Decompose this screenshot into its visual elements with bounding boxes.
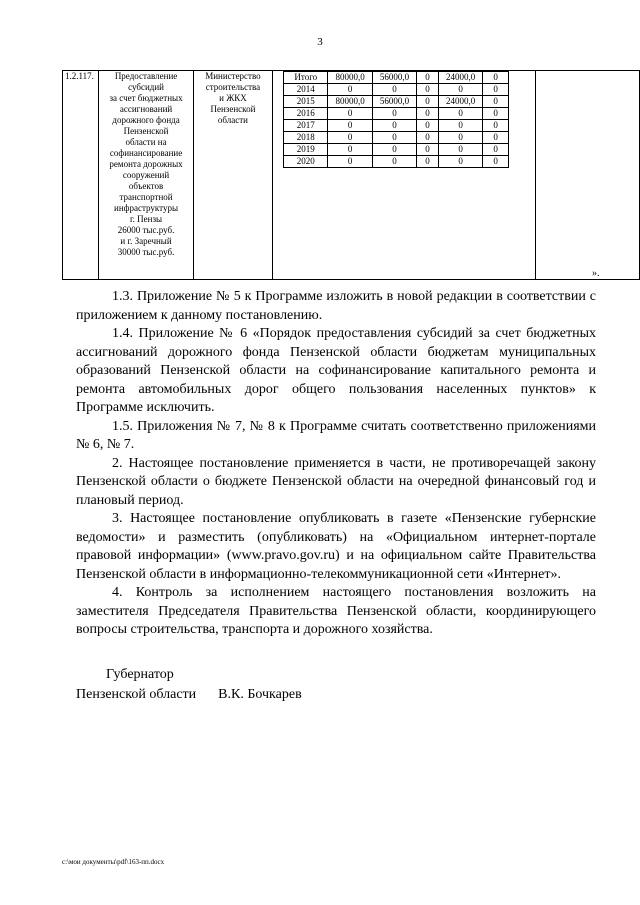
- funding-value: 0: [417, 156, 439, 168]
- funding-value: 0: [483, 72, 509, 84]
- funding-value: 0: [438, 156, 482, 168]
- description-line: области на: [125, 137, 167, 147]
- funding-year: 2019: [284, 144, 328, 156]
- funding-value: 0: [372, 84, 416, 96]
- description-line: инфраструктуры: [114, 203, 179, 213]
- funding-value: 0: [483, 120, 509, 132]
- funding-value: 0: [417, 84, 439, 96]
- executor-line: и ЖКХ: [219, 93, 247, 103]
- funding-value: 0: [417, 96, 439, 108]
- funding-year: 2018: [284, 132, 328, 144]
- executor-cell: [193, 71, 272, 280]
- funding-value: 0: [328, 156, 372, 168]
- description-line: г. Пензы: [130, 214, 163, 224]
- funding-value: 80000,0: [328, 96, 372, 108]
- funding-value: 24000,0: [438, 96, 482, 108]
- signature-block: [76, 665, 302, 705]
- description-line: субсидий: [128, 82, 164, 92]
- funding-value: 0: [438, 120, 482, 132]
- funding-value: 0: [438, 132, 482, 144]
- executor-line: строительства: [205, 82, 261, 92]
- description-line: софинансирование: [109, 148, 183, 158]
- funding-value: 56000,0: [372, 72, 416, 84]
- funding-value: 0: [372, 132, 416, 144]
- description-line: сооружений: [122, 170, 170, 180]
- paragraph: 4. Контроль за исполнением настоящего постановления возложить на заместителя Председателя Правительства Пензенской области, координирующего вопросы строительства, транспорта и дорожного хозяйства.: [76, 585, 596, 637]
- description-line: 30000 тыс.руб.: [117, 247, 175, 257]
- description-line: дорожного фонда: [112, 115, 180, 125]
- paragraph: 1.4. Приложение № 6 «Порядок предоставления субсидий за счет бюджетных ассигнований дорожного фонда Пензенской области бюджетам муниципальных образований Пензенской области на софинансирование капитального ремонта и ремонта автомобильных дорог общего пользования населенных пунктов» к Программе исключить.: [76, 326, 596, 415]
- funding-value: 0: [483, 156, 509, 168]
- footer-file-path: c:\мои документы\pdf\163-пп.docx: [62, 858, 165, 866]
- funding-year: 2015: [284, 96, 328, 108]
- funding-value: 0: [417, 108, 439, 120]
- funding-year: 2020: [284, 156, 328, 168]
- executor-line: Министерство: [205, 71, 261, 81]
- description-cell: [99, 71, 194, 280]
- funding-row: [284, 156, 509, 168]
- funding-value: 0: [483, 96, 509, 108]
- paragraph: 3. Настоящее постановление опубликовать в газете «Пензенские губернские ведомости» и разместить (опубликовать) на «Официальном интернет-портале правовой информации» (www.pravo.gov.ru) и на официальном сайте Правительства Пензенской области в информационно-телекоммуникационной сети «Интернет».: [76, 511, 596, 582]
- funding-value: 0: [328, 120, 372, 132]
- funding-value: 0: [328, 132, 372, 144]
- signature-name: В.К. Бочкарев: [218, 687, 302, 702]
- description-line: 26000 тыс.руб.: [117, 225, 175, 235]
- funding-row: [284, 120, 509, 132]
- funding-value: 0: [417, 72, 439, 84]
- description-line: Пензенской: [123, 126, 169, 136]
- funding-year: 2017: [284, 120, 328, 132]
- funding-value: 0: [372, 144, 416, 156]
- funding-row: [284, 72, 509, 84]
- funding-row: [284, 108, 509, 120]
- executor-line: Пензенской: [210, 104, 256, 114]
- funding-value: 0: [438, 144, 482, 156]
- funding-value: 0: [417, 132, 439, 144]
- paragraph: 1.5. Приложения № 7, № 8 к Программе считать соответственно приложениями № 6, № 7.: [76, 418, 596, 452]
- description-line: ремонта дорожных: [109, 159, 183, 169]
- funding-value: 0: [417, 144, 439, 156]
- empty-cell: [535, 71, 639, 280]
- funding-year: Итого: [284, 72, 328, 84]
- description-line: за счет бюджетных: [109, 93, 183, 103]
- funding-value: 56000,0: [372, 96, 416, 108]
- funding-value: 0: [328, 84, 372, 96]
- description-line: транспортной: [119, 192, 173, 202]
- funding-value: 0: [483, 108, 509, 120]
- funding-value: 0: [483, 132, 509, 144]
- executor-line: области: [217, 115, 248, 125]
- funding-value: 0: [438, 108, 482, 120]
- funding-value: 80000,0: [328, 72, 372, 84]
- funding-table: [283, 71, 509, 168]
- funding-value: 0: [483, 144, 509, 156]
- funding-row: [284, 84, 509, 96]
- funding-row: [284, 144, 509, 156]
- funding-value: 0: [372, 120, 416, 132]
- document-body: [76, 288, 596, 640]
- description-line: Предоставление: [114, 71, 178, 81]
- description-line: ассигнований: [119, 104, 173, 114]
- signature-region: Пензенской области: [76, 687, 197, 702]
- funding-row: [284, 96, 509, 108]
- description-line: и г. Заречный: [120, 236, 172, 246]
- funding-row: [284, 132, 509, 144]
- row-number-cell: [63, 71, 99, 280]
- funding-value: 0: [417, 120, 439, 132]
- subsidy-table: [62, 70, 640, 280]
- funding-value: 0: [328, 108, 372, 120]
- funding-cell: [273, 71, 536, 280]
- row-number: 1.2.117.: [65, 71, 94, 81]
- funding-year: 2016: [284, 108, 328, 120]
- signature-title: Губернатор: [106, 667, 174, 682]
- funding-value: 24000,0: [438, 72, 482, 84]
- close-quote: ».: [592, 268, 600, 279]
- paragraph: 1.3. Приложение № 5 к Программе изложить в новой редакции в соответствии с приложением к данному постановлению.: [76, 289, 596, 323]
- funding-value: 0: [372, 156, 416, 168]
- funding-value: 0: [328, 144, 372, 156]
- funding-value: 0: [483, 84, 509, 96]
- description-line: объектов: [128, 181, 164, 191]
- funding-year: 2014: [284, 84, 328, 96]
- paragraph: 2. Настоящее постановление применяется в части, не противоречащей закону Пензенской области о бюджете Пензенской области на очередной финансовый год и плановый период.: [76, 455, 596, 508]
- page-number: 3: [317, 36, 323, 48]
- funding-value: 0: [438, 84, 482, 96]
- funding-value: 0: [372, 108, 416, 120]
